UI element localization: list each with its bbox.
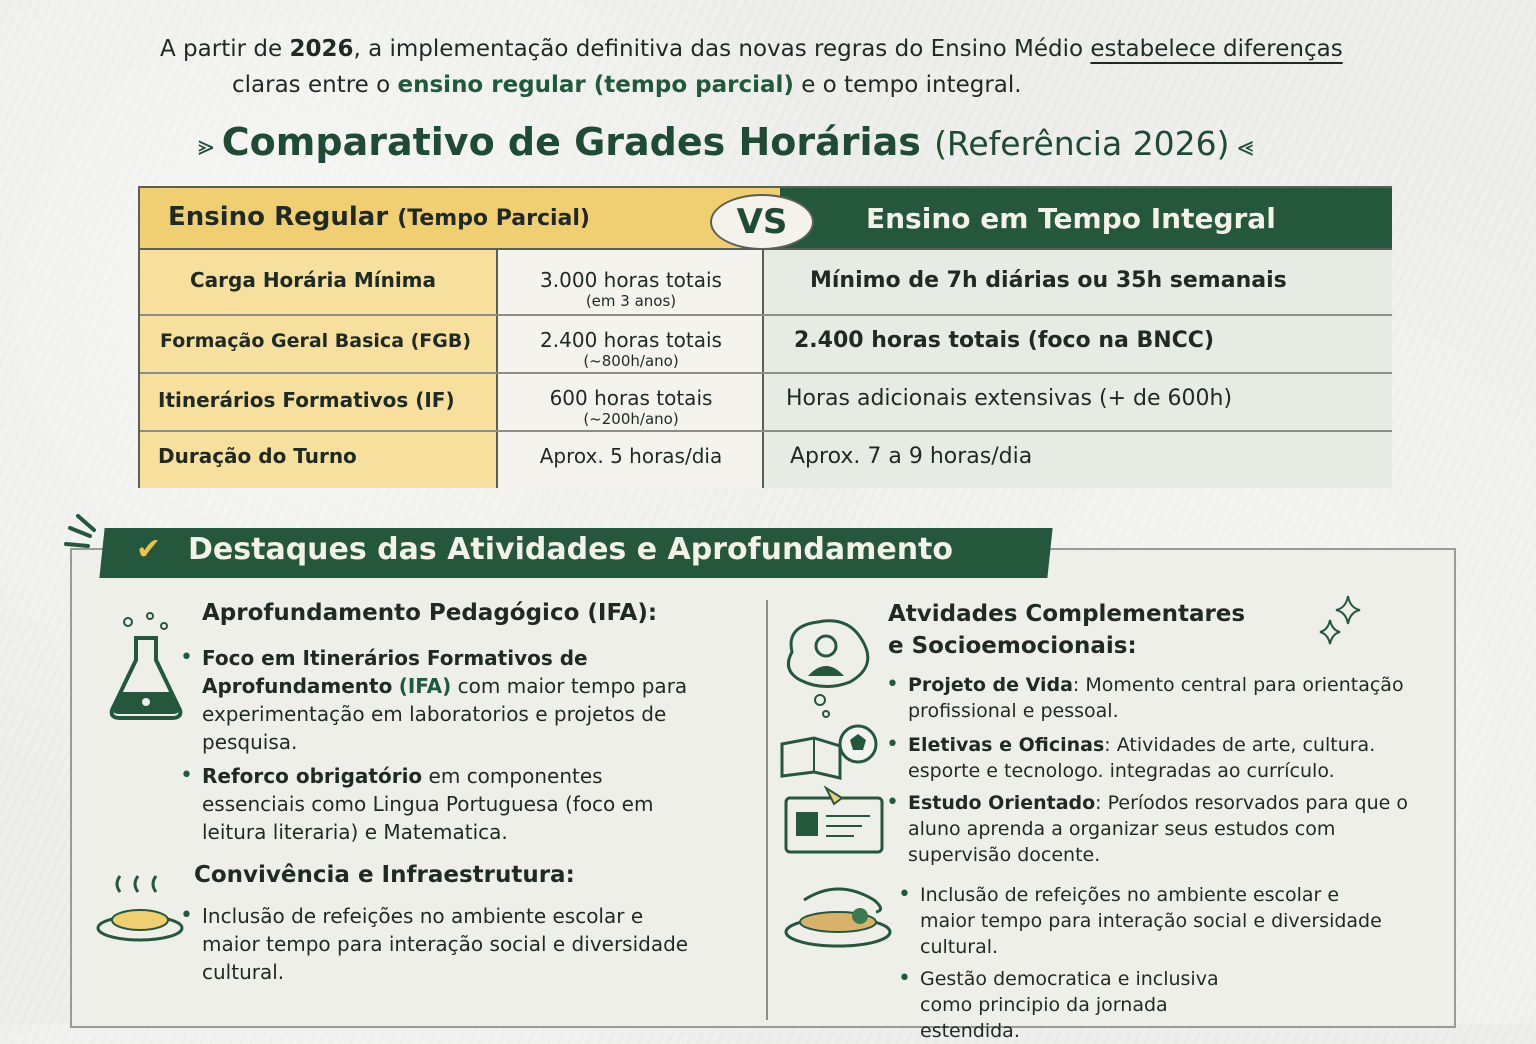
row-regular <box>498 444 764 468</box>
right-bullet-2-bold: Eletivas e Oficinas <box>908 734 1105 756</box>
left-bullet-1-rest: com maior tempo para experimentação em laboratorios e projetos de pesquisa. <box>202 674 688 754</box>
row-label: Carga Horária Mínima <box>190 268 437 292</box>
right-bullet-2-rest: : Atividades de arte, cultura. esporte e tecnologo. integradas ao currículo. <box>908 734 1376 782</box>
food-bowl-icon <box>782 882 894 952</box>
intro-line2-green: ensino regular (tempo parcial) <box>397 72 794 98</box>
left-bullet-1-bold: Foco em Itinerários Formativos de Aprofundamento <box>202 646 588 698</box>
highlights-banner-title <box>140 532 953 567</box>
right-bullet-3-bold: Estudo Orientado <box>908 792 1096 814</box>
left-bullet-3 <box>202 902 702 986</box>
intro-line1-b: , a implementação definitiva das novas regras do Ensino Médio <box>353 36 1091 62</box>
row-label: Formação Geral Basica (FGB) <box>160 330 472 352</box>
left-heading-2: Convivência e Infraestrutura: <box>194 862 575 888</box>
regular-header-main: Ensino Regular <box>168 202 389 232</box>
row-regular <box>498 328 764 370</box>
person-thought-icon <box>778 612 878 722</box>
right-heading-1-line1: Atvidades Complementares <box>888 601 1246 627</box>
row-regular-note: (em 3 anos) <box>585 292 677 310</box>
title-main: Comparativo de Grades Horárias <box>221 120 921 164</box>
row-integral: Aprox. 7 a 9 horas/dia <box>790 444 1033 469</box>
integral-header <box>780 188 1392 250</box>
check-icon: ✔ <box>136 532 162 567</box>
row-regular-note: (~800h/ano) <box>583 352 679 370</box>
integral-header-title: Ensino em Tempo Integral <box>866 202 1276 235</box>
left-bullet-1-green: (IFA) <box>398 674 452 698</box>
row-regular-value: 2.400 horas totais <box>540 328 722 352</box>
row-regular-value: Aprox. 5 horas/dia <box>539 444 723 468</box>
title-deco-right-icon: ⪡ <box>1237 129 1254 162</box>
row-regular-note: (~200h/ano) <box>583 410 679 428</box>
row-divider <box>140 430 1392 432</box>
row-regular-value: 600 horas totais <box>549 386 713 410</box>
right-bullet-5-text: Gestão democratica e inclusiva como principio da jornada estendida. <box>920 968 1219 1042</box>
left-bullet-3-text: Inclusão de refeições no ambiente escolar e maior tempo para interação social e diversidade cultural. <box>202 904 689 984</box>
regular-header-title <box>168 202 590 232</box>
intro-line-2 <box>232 66 1022 104</box>
row-label: Itinerários Formativos (IF) <box>158 388 455 412</box>
row-integral: 2.400 horas totais (foco na BNCC) <box>794 328 1215 353</box>
right-bullet-1-bold: Projeto de Vida <box>908 674 1073 696</box>
row-regular <box>498 268 764 310</box>
intro-line2-b: e o tempo integral. <box>793 72 1022 98</box>
left-bullet-1 <box>202 644 742 756</box>
intro-line2-a: claras entre o <box>232 72 398 98</box>
regular-header <box>140 188 780 250</box>
row-regular-value: 3.000 horas totais <box>540 268 722 292</box>
banner-label: Destaques das Atividades e Aprofundamento <box>188 532 953 567</box>
left-bullet-2-bold: Reforco obrigatório <box>202 764 423 788</box>
right-bullet-1-rest: : Momento central para orientação profissional e pessoal. <box>908 674 1404 722</box>
comparison-table <box>138 186 1392 488</box>
page-title <box>190 120 1340 164</box>
row-divider <box>140 314 1392 316</box>
left-bullet-2 <box>202 762 692 846</box>
row-regular <box>498 386 764 428</box>
right-heading-1-line2: e Socioemocionais: <box>888 633 1137 659</box>
regular-header-sub: (Tempo Parcial) <box>397 206 590 231</box>
intro-line-1 <box>160 30 1343 68</box>
row-divider <box>140 372 1392 374</box>
right-bullet-5 <box>920 966 1250 1044</box>
vs-badge: VS <box>710 194 814 250</box>
row-integral: Horas adicionais extensivas (+ de 600h) <box>786 386 1233 411</box>
book-ball-icon <box>778 724 882 782</box>
intro-line1-c: estabelece diferenças <box>1090 36 1343 62</box>
title-deco-left-icon: ⪢ <box>198 129 214 162</box>
row-label: Duração do Turno <box>158 444 357 468</box>
title-sub: (Referência 2026) <box>934 124 1230 163</box>
row-integral: Mínimo de 7h diárias ou 35h semanais <box>810 268 1287 293</box>
left-bullet-2-rest: em componentes essenciais como Lingua Portuguesa (foco em leitura literaria) e Matematica. <box>202 764 654 844</box>
right-bullet-1 <box>908 672 1448 724</box>
flask-icon <box>106 610 186 725</box>
column-divider <box>766 600 768 1020</box>
right-bullet-3-rest: : Períodos resorvados para que o aluno aprenda a organizar seus estudos com supervisão docente. <box>908 792 1409 866</box>
right-bullet-4-text: Inclusão de refeições no ambiente escolar e maior tempo para interação social e diversidade cultural. <box>920 884 1382 958</box>
right-bullet-4 <box>920 882 1390 960</box>
left-heading-1: Aprofundamento Pedagógico (IFA): <box>202 600 658 626</box>
intro-line1-a: A partir de <box>160 36 290 62</box>
meal-plate-icon <box>92 870 192 950</box>
right-bullet-3 <box>908 790 1428 868</box>
right-bullet-2 <box>908 732 1448 784</box>
certificate-icon <box>782 784 886 858</box>
sparkle-icon <box>1314 592 1384 656</box>
intro-year: 2026 <box>289 36 354 62</box>
right-heading-1 <box>888 598 1245 662</box>
